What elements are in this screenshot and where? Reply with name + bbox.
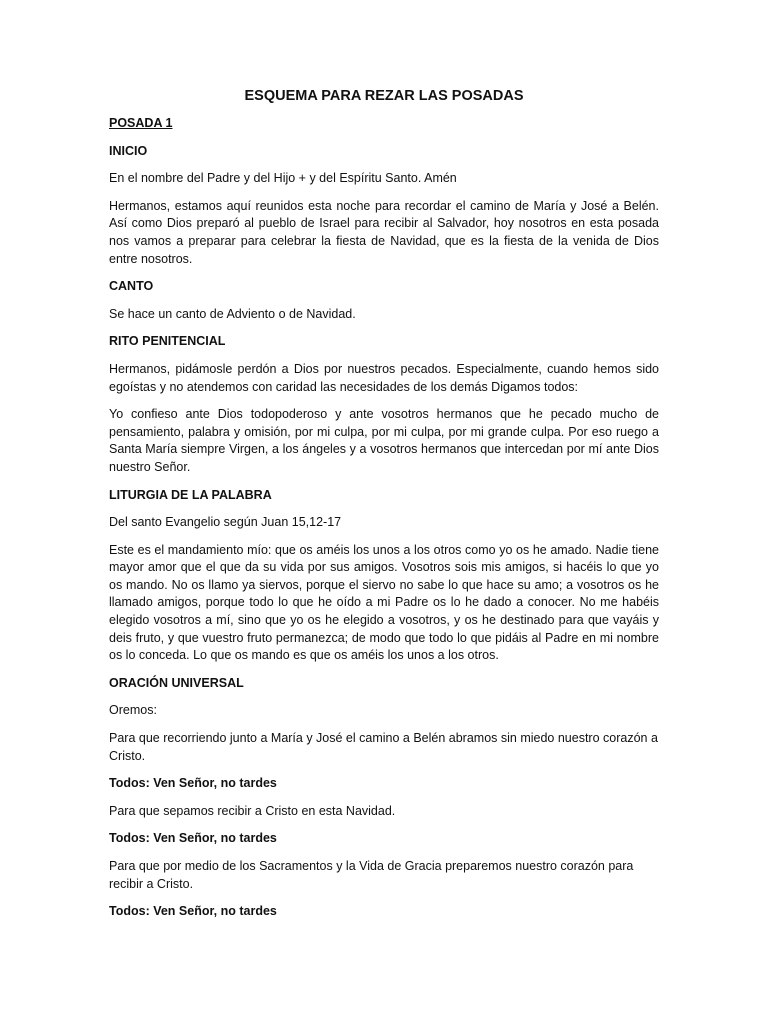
petition-response: Todos: Ven Señor, no tardes bbox=[109, 831, 277, 846]
penitential-intro-paragraph: Hermanos, pidámosle perdón a Dios por nuestros pecados. Especialmente, cuando hemos sido egoístas y no atendemos con caridad las necesidades de los demás Digamos todos: bbox=[109, 361, 659, 394]
petition-response: Todos: Ven Señor, no tardes bbox=[109, 904, 277, 919]
gospel-reference: Del santo Evangelio según Juan 15,12-17 bbox=[109, 515, 342, 530]
petition-response: Todos: Ven Señor, no tardes bbox=[109, 776, 277, 791]
section-heading-inicio: INICIO bbox=[109, 143, 148, 158]
canto-instruction: Se hace un canto de Adviento o de Navidad. bbox=[109, 306, 356, 321]
document-page bbox=[109, 86, 659, 931]
confiteor-paragraph: Yo confieso ante Dios todopoderoso y ante vosotros hermanos que he pecado mucho de pensamiento, palabra y omisión, por mi culpa, por mi culpa, por mi grande culpa. Por eso ruego a Santa María siempre Virgen, a los ángeles y a vosotros hermanos que intercedan por mí ante Dios nuestro Señor. bbox=[109, 407, 659, 474]
gospel-reading-paragraph: Este es el mandamiento mío: que os améis los unos a los otros como yo os he amado. Nadie tiene mayor amor que el que da su vida por sus amigos. Vosotros sois mis amigos, si hacéis lo que yo os mando. No os llamo ya siervos, porque el siervo no sabe lo que hace su amo; a vosotros os he llamado amigos, porque todo lo que he oído a mi Padre os lo he dado a conocer. No me habéis elegido vosotros a mí, sino que yo os he elegido a vosotros, y os he destinado para que vayáis y deis fruto, y que vuestro fruto permanezca; de modo que todo lo que pidáis al Padre en mi nombre os lo conceda. Lo que os mando es que os améis los unos a los otros. bbox=[109, 542, 659, 663]
section-heading-liturgia: LITURGIA DE LA PALABRA bbox=[109, 487, 272, 502]
petition-text: Para que por medio de los Sacramentos y la Vida de Gracia preparemos nuestro corazón para recibir a Cristo. bbox=[109, 859, 634, 891]
petition-text: Para que sepamos recibir a Cristo en esta Navidad. bbox=[109, 803, 396, 818]
prayer-invitation: Oremos: bbox=[109, 703, 157, 718]
section-heading-rito-penitencial: RITO PENITENCIAL bbox=[109, 334, 226, 349]
petition-text: Para que recorriendo junto a María y José el camino a Belén abramos sin miedo nuestro corazón a Cristo. bbox=[109, 731, 658, 763]
intro-paragraph: Hermanos, estamos aquí reunidos esta noche para recordar el camino de María y José a Belén. Así como Dios preparó al pueblo de Israel para recibir al Salvador, hoy nosotros en esta posada nos vamos a preparar para celebrar la fiesta de Navidad, que es la fiesta de la venida de Dios entre nosotros. bbox=[109, 198, 659, 266]
document-title: ESQUEMA PARA REZAR LAS POSADAS bbox=[244, 88, 524, 104]
posada-label: POSADA 1 bbox=[109, 116, 173, 130]
sign-of-cross-text: En el nombre del Padre y del Hijo + y del Espíritu Santo. Amén bbox=[109, 171, 457, 186]
section-heading-oracion-universal: ORACIÓN UNIVERSAL bbox=[109, 675, 244, 690]
section-heading-canto: CANTO bbox=[109, 279, 154, 294]
